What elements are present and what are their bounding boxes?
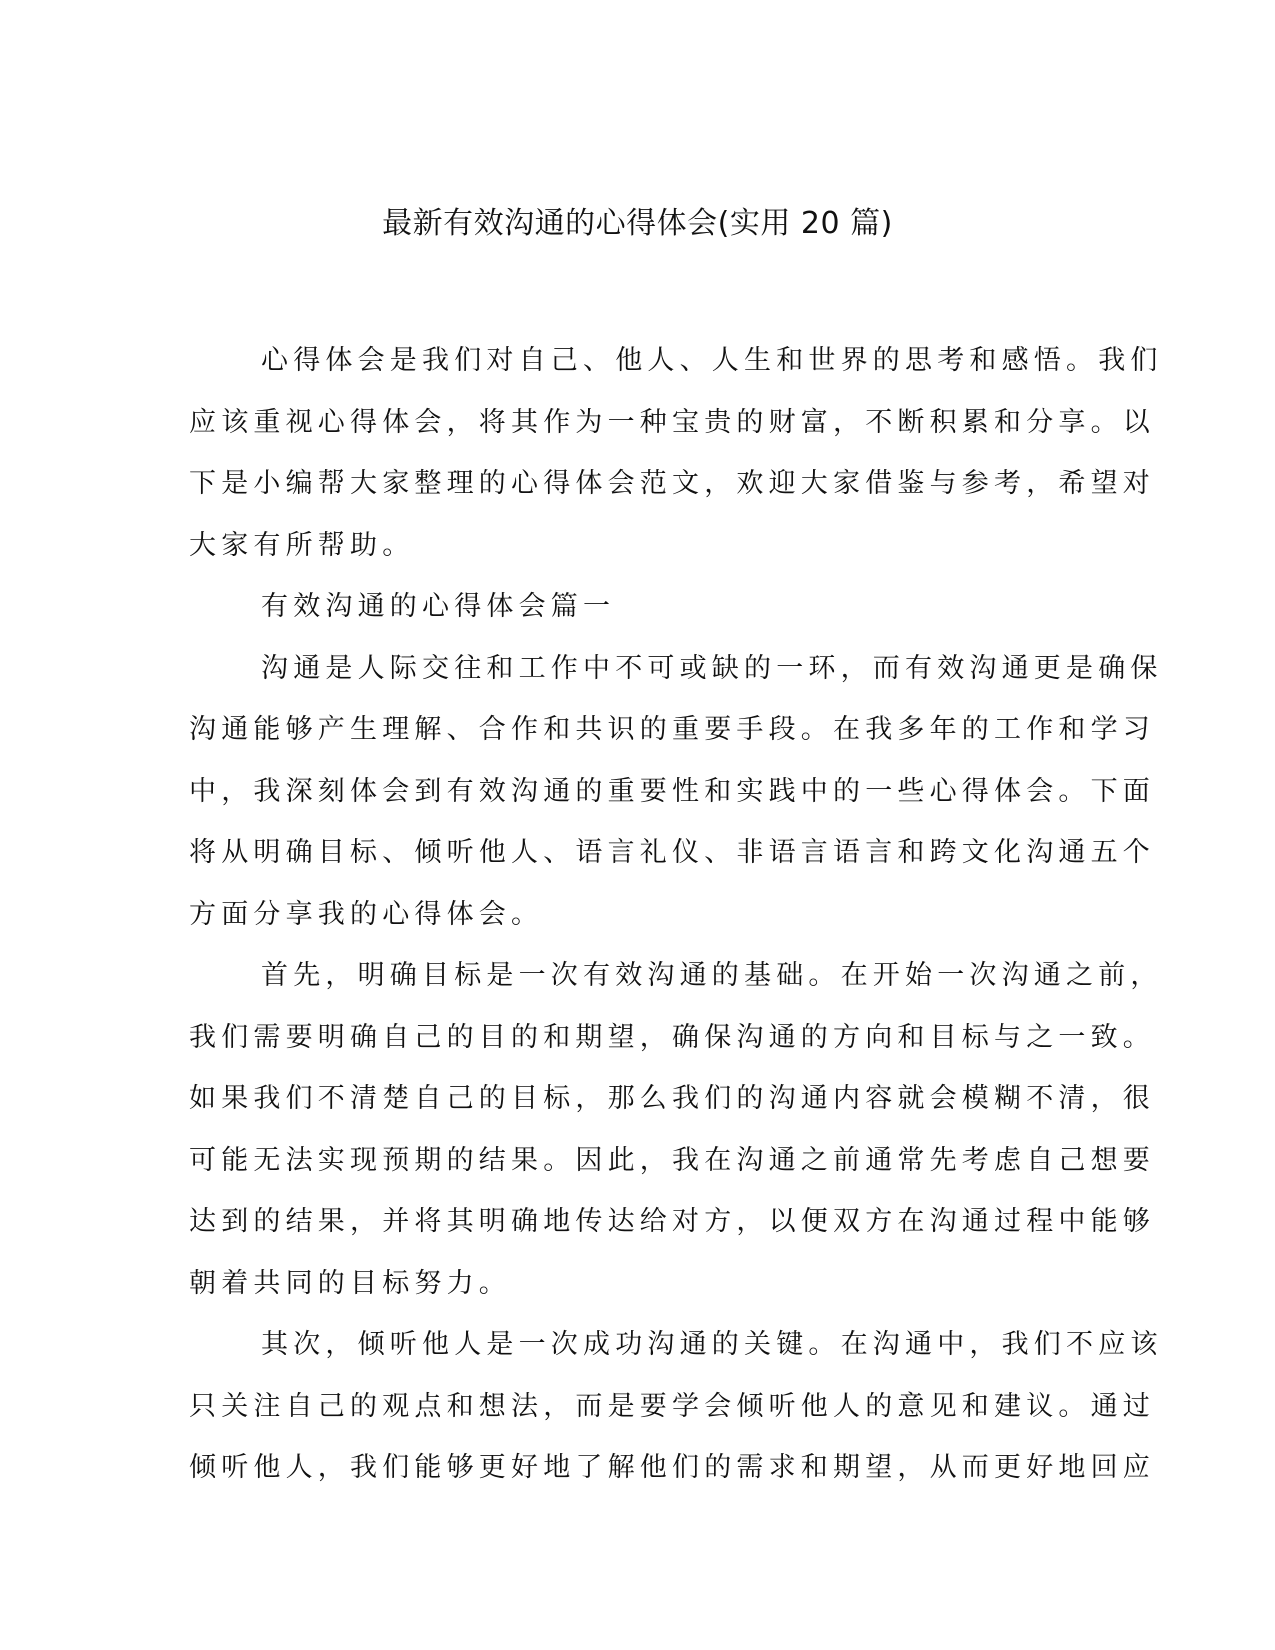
intro-line: 下是小编帮大家整理的心得体会范文，欢迎大家借鉴与参考，希望对	[189, 468, 1155, 499]
paragraph-3	[189, 1314, 1163, 1499]
paragraph-line: 达到的结果，并将其明确地传达给对方，以便双方在沟通过程中能够	[189, 1206, 1155, 1237]
paragraph-1	[189, 638, 1163, 946]
paragraph-line: 首先，明确目标是一次有效沟通的基础。在开始一次沟通之前，	[261, 960, 1163, 991]
intro-paragraph	[189, 330, 1163, 576]
paragraph-line: 将从明确目标、倾听他人、语言礼仪、非语言语言和跨文化沟通五个	[189, 837, 1155, 868]
paragraph-line: 沟通是人际交往和工作中不可或缺的一环，而有效沟通更是确保	[261, 652, 1163, 684]
intro-line: 应该重视心得体会，将其作为一种宝贵的财富，不断积累和分享。以	[189, 406, 1155, 438]
paragraph-line: 如果我们不清楚自己的目标，那么我们的沟通内容就会模糊不清，很	[189, 1083, 1155, 1114]
paragraph-line: 其次，倾听他人是一次成功沟通的关键。在沟通中，我们不应该	[261, 1329, 1163, 1360]
section-heading-text: 有效沟通的心得体会篇一	[261, 591, 616, 622]
document-body	[189, 330, 1163, 1499]
paragraph-line: 我们需要明确自己的目的和期望，确保沟通的方向和目标与之一致。	[189, 1021, 1155, 1053]
paragraph-line: 中，我深刻体会到有效沟通的重要性和实践中的一些心得体会。下面	[189, 775, 1155, 807]
intro-line: 大家有所帮助。	[189, 529, 415, 561]
document-title: 最新有效沟通的心得体会(实用 20 篇)	[382, 206, 893, 241]
intro-line: 心得体会是我们对自己、他人、人生和世界的思考和感悟。我们	[261, 345, 1163, 376]
paragraph-line: 朝着共同的目标努力。	[189, 1267, 511, 1299]
paragraph-line: 可能无法实现预期的结果。因此，我在沟通之前通常先考虑自己想要	[189, 1144, 1155, 1176]
paragraph-line: 只关注自己的观点和想法，而是要学会倾听他人的意见和建议。通过	[189, 1390, 1155, 1422]
paragraph-line: 方面分享我的心得体会。	[189, 898, 544, 930]
paragraph-2	[189, 945, 1163, 1314]
paragraph-line: 倾听他人，我们能够更好地了解他们的需求和期望，从而更好地回应	[189, 1452, 1155, 1483]
paragraph-line: 沟通能够产生理解、合作和共识的重要手段。在我多年的工作和学习	[189, 714, 1155, 745]
section-heading	[189, 576, 1079, 638]
